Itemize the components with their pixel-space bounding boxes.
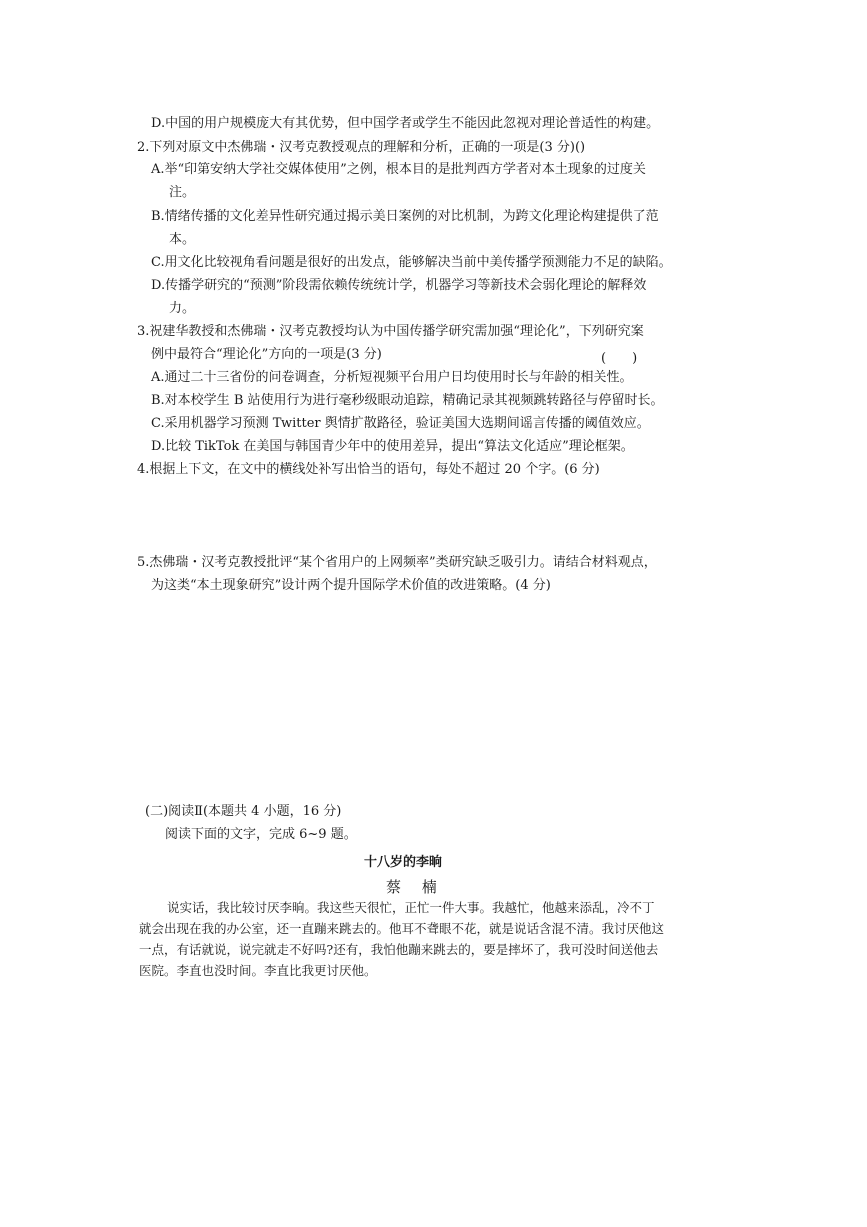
- q3-option-a: A.通过二十三省份的问卷调查，分析短视频平台用户日均使用时长与年龄的相关性。: [151, 370, 633, 385]
- story-title: 十八岁的李晌: [364, 855, 443, 870]
- story-paragraph-line2: 就会出现在我的办公室，还一直蹦来跳去的。他耳不聋眼不花，就是说话含混不清。我讨厌他这: [139, 921, 665, 936]
- q3-option-d: D.比较 TikTok 在美国与韩国青少年中的使用差异，提出“算法文化适应”理论框架。: [151, 439, 634, 454]
- q2-option-d-line2: 力。: [169, 301, 196, 316]
- story-author: 蔡 楠: [386, 878, 445, 896]
- q2-option-d-line1: D.传播学研究的“预测”阶段需依赖传统统计学，机器学习等新技术会弱化理论的解释效: [151, 278, 647, 293]
- q4-stem: 4.根据上下文，在文中的横线处补写出恰当的语句，每处不超过 20 个字。(6 分): [137, 462, 600, 477]
- section2-instruction: 阅读下面的文字，完成 6~9 题。: [165, 827, 357, 842]
- q2-option-b-line1: B.情绪传播的文化差异性研究通过揭示美日案例的对比机制，为跨文化理论构建提供了范: [151, 209, 659, 224]
- story-paragraph-line3: 一点，有话就说，说完就走不好吗?还有，我怕他蹦来跳去的，要是摔坏了，我可没时间送他去: [139, 942, 659, 957]
- q5-stem-line1: 5.杰佛瑞・汉考克教授批评“某个省用户的上网频率”类研究缺乏吸引力。请结合材料观点，: [137, 555, 657, 570]
- section2-heading: (二)阅读Ⅱ(本题共 4 小题，16 分): [145, 804, 342, 819]
- q2-option-a-line1: A.举“印第安纳大学社交媒体使用”之例，根本目的是批判西方学者对本土现象的过度关: [151, 162, 646, 177]
- q2-option-b-line2: 本。: [169, 232, 196, 247]
- story-paragraph-line1: 说实话，我比较讨厌李晌。我这些天很忙，正忙一件大事。我越忙，他越来添乱，冷不丁: [167, 900, 655, 915]
- q3-stem-line2: 例中最符合“理论化”方向的一项是(3 分): [151, 347, 382, 362]
- q1-option-d: D.中国的用户规模庞大有其优势，但中国学者或学生不能因此忽视对理论普适性的构建。: [151, 116, 660, 131]
- q5-stem-line2: 为这类“本土现象研究”设计两个提升国际学术价值的改进策略。(4 分): [151, 578, 551, 593]
- q3-option-c: C.采用机器学习预测 Twitter 舆情扩散路径，验证美国大选期间谣言传播的阈值效应。: [151, 416, 650, 431]
- q3-option-b: B.对本校学生 B 站使用行为进行毫秒级眼动追踪，精确记录其视频跳转路径与停留时长。: [151, 393, 664, 408]
- q3-stem-line1: 3.祝建华教授和杰佛瑞・汉考克教授均认为中国传播学研究需加强“理论化”，下列研究案: [137, 324, 644, 339]
- story-paragraph-line4: 医院。李直也没时间。李直比我更讨厌他。: [139, 963, 377, 978]
- q2-option-c: C.用文化比较视角看问题是很好的出发点，能够解决当前中美传播学预测能力不足的缺陷。: [151, 255, 672, 270]
- q2-stem: 2.下列对原文中杰佛瑞・汉考克教授观点的理解和分析，正确的一项是(3 分)(): [137, 140, 586, 155]
- q3-answer-parentheses: ( ): [601, 351, 638, 366]
- q2-option-a-line2: 注。: [169, 185, 196, 200]
